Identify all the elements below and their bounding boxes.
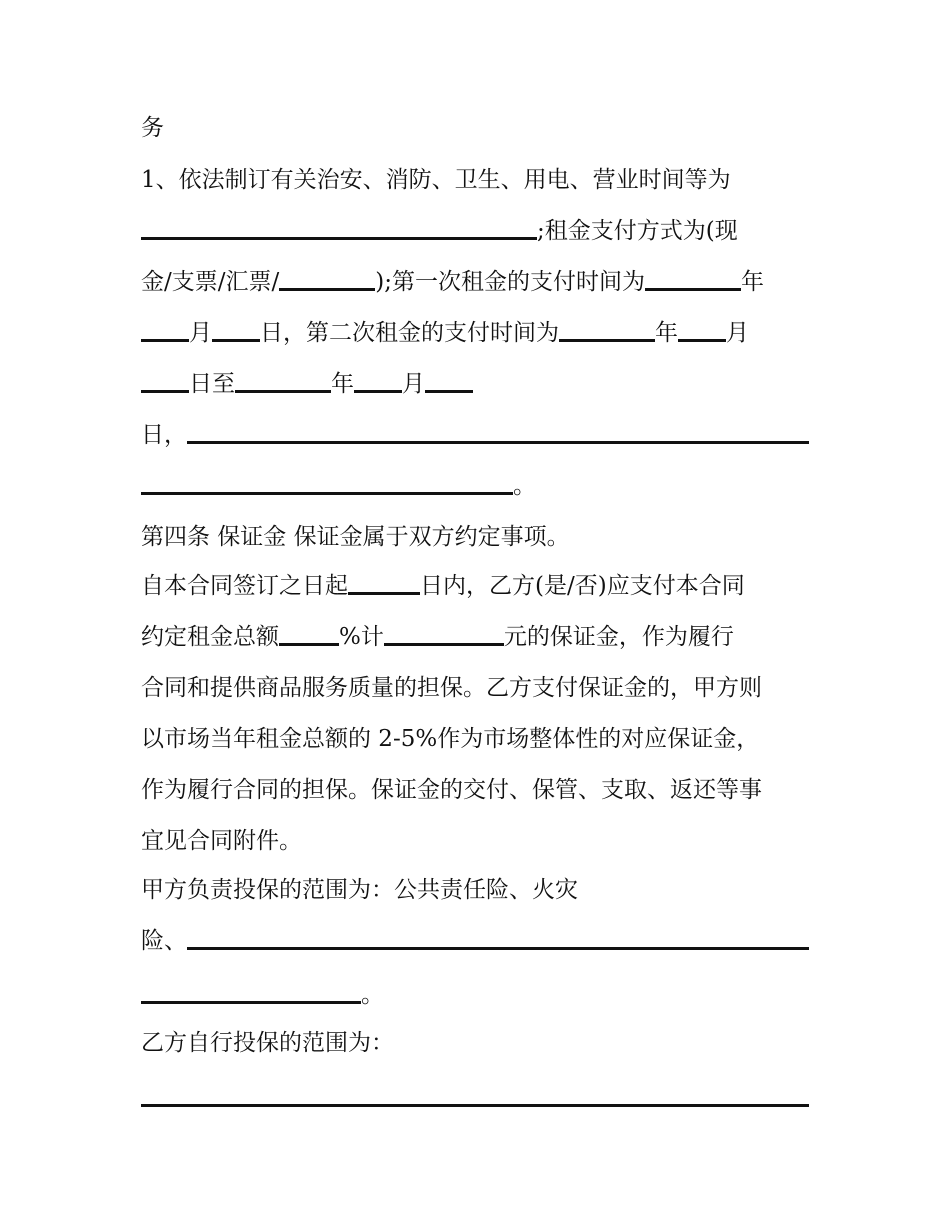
text: 日至 [189,371,235,397]
text: 自本合同签订之日起 [141,573,348,599]
text: 日内，乙方(是/否)应支付本合同 [420,573,745,599]
fill-blank [141,364,189,393]
text: 1、依法制订有关治安、消防、卫生、用电、营业时间等为 [141,167,731,193]
text: 月 [189,320,212,346]
text: 约定租金总额 [141,624,279,650]
line-8 [141,466,813,506]
fill-blank [425,364,473,393]
line-7 [141,415,813,455]
line-2 [141,160,813,200]
line-19 [141,1023,813,1063]
line-4 [141,262,813,302]
line-1 [141,108,813,148]
fill-blank [212,313,260,342]
line-14 [141,770,813,810]
text: 年 [331,371,354,397]
fill-blank [279,617,339,646]
line-15 [141,821,813,861]
fill-blank [141,975,361,1004]
fill-blank [559,313,655,342]
fill-blank [348,566,420,595]
fill-blank [141,1078,809,1107]
text: 险、 [141,928,187,954]
line-3 [141,211,813,251]
text: 。 [361,982,384,1008]
fill-blank [279,262,375,291]
fill-blank [141,211,537,240]
line-12 [141,668,813,708]
fill-blank [384,617,504,646]
text: 年 [740,269,764,295]
text: 甲方负责投保的范围为：公共责任险、火灾 [141,877,578,903]
fill-blank [187,921,809,950]
line-18 [141,975,813,1015]
text: 。 [513,473,536,499]
line-16 [141,870,813,910]
line-11 [141,617,813,657]
fill-blank [187,415,809,444]
text: 以市场当年租金总额的 2-5%作为市场整体性的对应保证金， [141,726,760,752]
text: 金/支票/汇票/ [141,269,280,295]
fill-blank [141,313,189,342]
fill-blank [235,364,331,393]
text: 宜见合同附件。 [141,828,302,854]
line-5 [141,313,813,353]
line-13 [141,719,813,759]
text: %计 [339,624,384,650]
text: 元的保证金，作为履行 [503,624,734,650]
text: 日， [141,422,187,448]
fill-blank [141,466,513,495]
fill-blank [354,364,402,393]
fill-blank [645,262,741,291]
section-heading: 第四条 保证金 保证金属于双方约定事项。 [141,524,570,550]
text: 月 [402,371,425,397]
text: ;租金支付方式为(现 [537,218,738,244]
text: 乙方自行投保的范围为： [141,1030,394,1056]
text: 日，第二次租金的支付时间为 [260,320,559,346]
line-20 [141,1078,813,1118]
text: 合同和提供商品服务质量的担保。乙方支付保证金的，甲方则 [141,675,762,701]
line-6 [141,364,813,404]
text: 作为履行合同的担保。保证金的交付、保管、支取、返还等事 [141,777,762,803]
line-9 [141,517,813,557]
text: 月 [726,320,749,346]
line-17 [141,921,813,961]
text: );第一次租金的支付时间为 [375,269,645,295]
text: 务 [141,115,164,141]
text: 年 [655,320,678,346]
fill-blank [678,313,726,342]
line-10 [141,566,813,606]
